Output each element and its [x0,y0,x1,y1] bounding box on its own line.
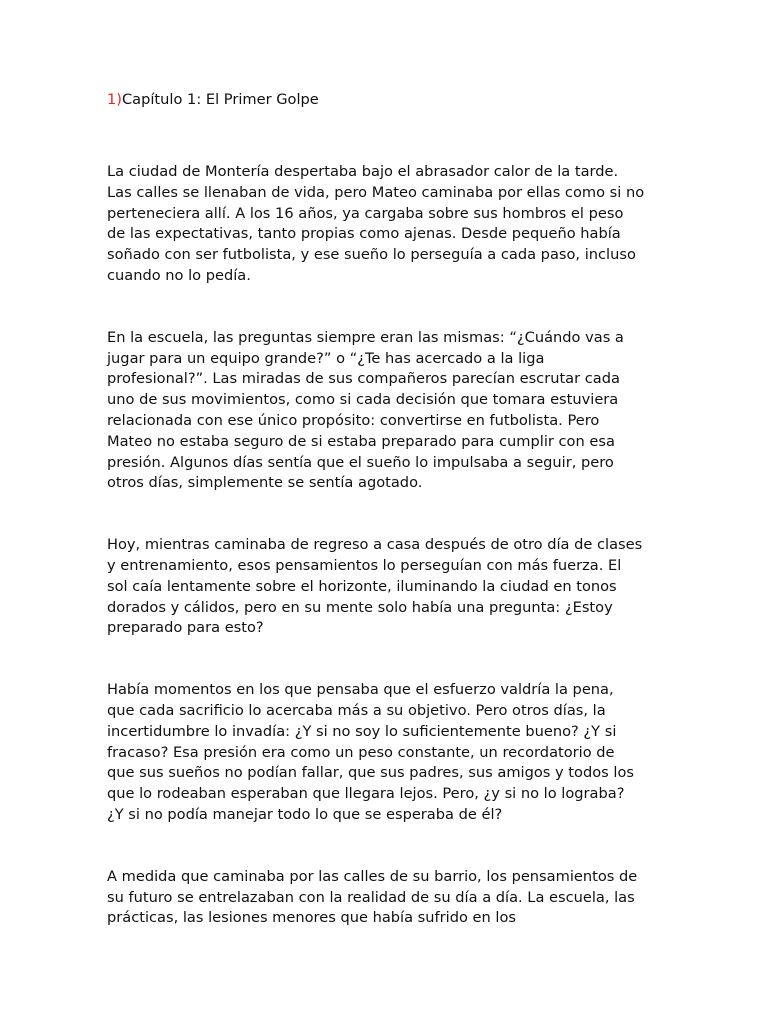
paragraph-line: perteneciera allí. A los 16 años, ya cargaba sobre sus hombros el peso [107,204,624,222]
paragraph-line: Hoy, mientras caminaba de regreso a casa después de otro día de clases [107,536,643,554]
paragraph-line: profesional?”. Las miradas de sus compañeros parecían escrutar cada [107,370,620,388]
chapter-title: Capítulo 1: El Primer Golpe [121,91,319,108]
paragraph-1 [107,162,667,287]
chapter-number: 1) [107,91,122,108]
paragraph-line: preparado para esto? [107,619,264,637]
paragraph-line: fracaso? Esa presión era como un peso constante, un recordatorio de [107,743,615,761]
paragraph-line: Mateo no estaba seguro de si estaba preparado para cumplir con esa [107,432,615,450]
paragraph-4 [107,680,667,826]
paragraph-line: prácticas, las lesiones menores que había sufrido en los [107,909,517,927]
paragraph-line: La ciudad de Montería despertaba bajo el abrasador calor de la tarde. [107,163,619,180]
document-body [107,90,667,929]
paragraph-line: jugar para un equipo grande?” o “¿Te has acercado a la liga [107,349,545,367]
paragraph-line: soñado con ser futbolista, y ese sueño lo perseguía a cada paso, incluso [107,246,636,264]
paragraph-line: En la escuela, las preguntas siempre eran las mismas: “¿Cuándo vas a [107,328,624,346]
paragraph-line: relacionada con ese único propósito: convertirse en futbolista. Pero [107,411,600,429]
paragraph-line: presión. Algunos días sentía que el sueño lo impulsaba a seguir, pero [107,453,614,471]
paragraph-line: dorados y cálidos, pero en su mente solo había una pregunta: ¿Estoy [107,598,613,616]
paragraph-line: ¿Y si no podía manejar todo lo que se esperaba de él? [107,805,503,823]
paragraph-line: que cada sacrificio lo acercaba más a su objetivo. Pero otros días, la [107,701,606,719]
paragraph-line: su futuro se entrelazaban con la realidad de su día a día. La escuela, las [107,888,635,906]
paragraph-2 [107,328,667,494]
paragraph-line: de las expectativas, tanto propias como ajenas. Desde pequeño había [107,225,621,243]
paragraph-line: otros días, simplemente se sentía agotado. [107,474,423,492]
paragraph-line: y entrenamiento, esos pensamientos lo perseguían con más fuerza. El [107,556,622,574]
paragraph-line: uno de sus movimientos, como si cada decisión que tomara estuviera [107,391,619,409]
paragraph-3 [107,535,667,639]
chapter-heading [107,90,667,111]
paragraph-line: Había momentos en los que pensaba que el esfuerzo valdría la pena, [107,681,614,699]
paragraph-line: A medida que caminaba por las calles de su barrio, los pensamientos de [107,867,638,885]
paragraph-line: sol caía lentamente sobre el horizonte, iluminando la ciudad en tonos [107,577,617,595]
paragraph-line: que sus sueños no podían fallar, que sus padres, sus amigos y todos los [107,764,634,782]
paragraph-line: Las calles se llenaban de vida, pero Mateo caminaba por ellas como si no [107,183,645,201]
paragraph-line: cuando no lo pedía. [107,266,251,284]
paragraph-line: que lo rodeaban esperaban que llegara lejos. Pero, ¿y si no lo lograba? [107,785,625,803]
paragraph-5 [107,867,667,929]
paragraph-line: incertidumbre lo invadía: ¿Y si no soy lo suficientemente bueno? ¿Y si [107,722,617,740]
